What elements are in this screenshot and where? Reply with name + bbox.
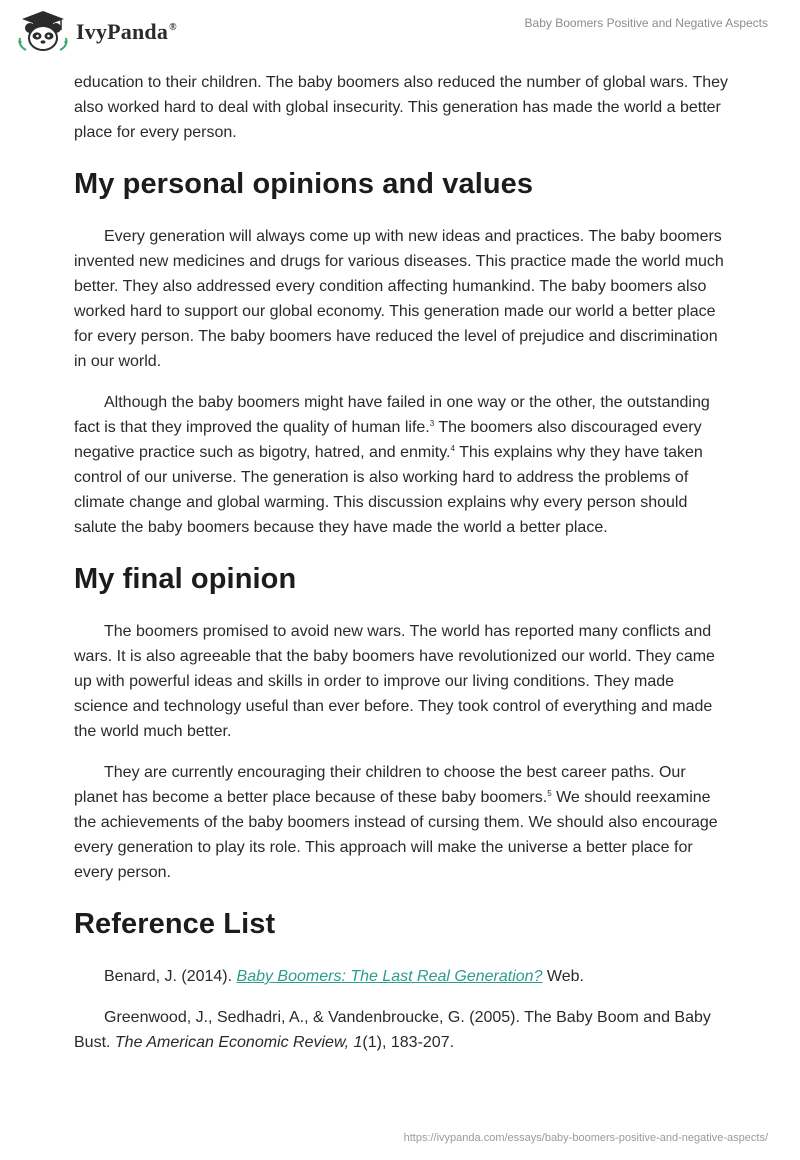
- page-header: [0, 0, 800, 62]
- ref2-suffix: (1), 183-207.: [362, 1034, 455, 1051]
- document-title: Baby Boomers Positive and Negative Aspects: [524, 16, 768, 30]
- final-p2-text-1: They are currently encouraging their children to choose the best career paths. Our planet has become a better place because of these baby boomers.: [74, 764, 686, 806]
- opinions-paragraph-1: Every generation will always come up with new ideas and practices. The baby boomers invented new medicines and drugs for various diseases. This practice made the world much better. They also addressed every condition affecting humankind. The baby boomers also worked hard to support our global economy. This generation made our world a better place for every person. The baby boomers have reduced the level of prejudice and discrimination in our world.: [74, 228, 724, 370]
- ref1-title-link[interactable]: Baby Boomers: The Last Real Generation?: [236, 968, 543, 985]
- brand-name: [76, 19, 177, 45]
- opinions-p2-text-3: This explains why they have taken control of our universe. The generation is also working hard to address the problems of climate change and global warming. This discussion explains why every person should salute the baby boomers because they have made the world a better place.: [74, 444, 703, 536]
- ref1-suffix: Web.: [542, 968, 584, 985]
- ref2-author: Greenwood, J., Sedhadri, A., & Vandenbroucke, G. (2005). The Baby Boom and Baby Bust.: [74, 1009, 711, 1051]
- section-heading-final: My final opinion: [74, 563, 297, 595]
- final-paragraph-1: The boomers promised to avoid new wars. The world has reported many conflicts and wars. It is also agreeable that the baby boomers have revolutionized our world. They came up with powerful ideas and skills in order to improve our living conditions. They made science and technology useful than ever before. They took control of everything and made the world much better.: [74, 623, 715, 740]
- panda-graduate-icon: [14, 8, 72, 54]
- footer-url[interactable]: https://ivypanda.com/essays/baby-boomers-positive-and-negative-aspects/: [403, 1132, 768, 1144]
- brand-name-text: IvyPanda: [76, 19, 169, 44]
- ref1-author: Benard, J. (2014).: [104, 968, 237, 985]
- final-p2-text-2: We should reexamine the achievements of the baby boomers instead of cursing them. We should also encourage every generation to play its role. This approach will make the universe a better place for every person.: [74, 789, 718, 881]
- footnote-ref-3[interactable]: 3: [429, 419, 435, 428]
- ref2-journal: The American Economic Review, 1: [114, 1034, 363, 1051]
- brand-logo[interactable]: [14, 8, 177, 54]
- brand-registered-mark: ®: [169, 22, 177, 33]
- opinions-p2-text-2: The boomers also discouraged every negative practice such as bigotry, hatred, and enmity.: [74, 419, 702, 461]
- footnote-ref-5[interactable]: 5: [547, 789, 552, 798]
- reference-entry-1: [74, 964, 730, 989]
- footnote-ref-4[interactable]: 4: [450, 444, 455, 453]
- opinions-paragraph-2: [74, 390, 730, 540]
- intro-paragraph: education to their children. The baby boomers also reduced the number of global wars. They also worked hard to deal with global insecurity. This generation has made the world a better place for every person.: [74, 74, 729, 141]
- reference-entry-2: [74, 1005, 730, 1055]
- final-paragraph-2: [74, 760, 730, 885]
- essay-content: [74, 70, 730, 1055]
- section-heading-opinions: My personal opinions and values: [74, 168, 534, 200]
- section-heading-references: Reference List: [74, 908, 276, 940]
- opinions-p2-text-1: Although the baby boomers might have failed in one way or the other, the outstanding fact is that they improved the quality of human life.: [74, 394, 710, 436]
